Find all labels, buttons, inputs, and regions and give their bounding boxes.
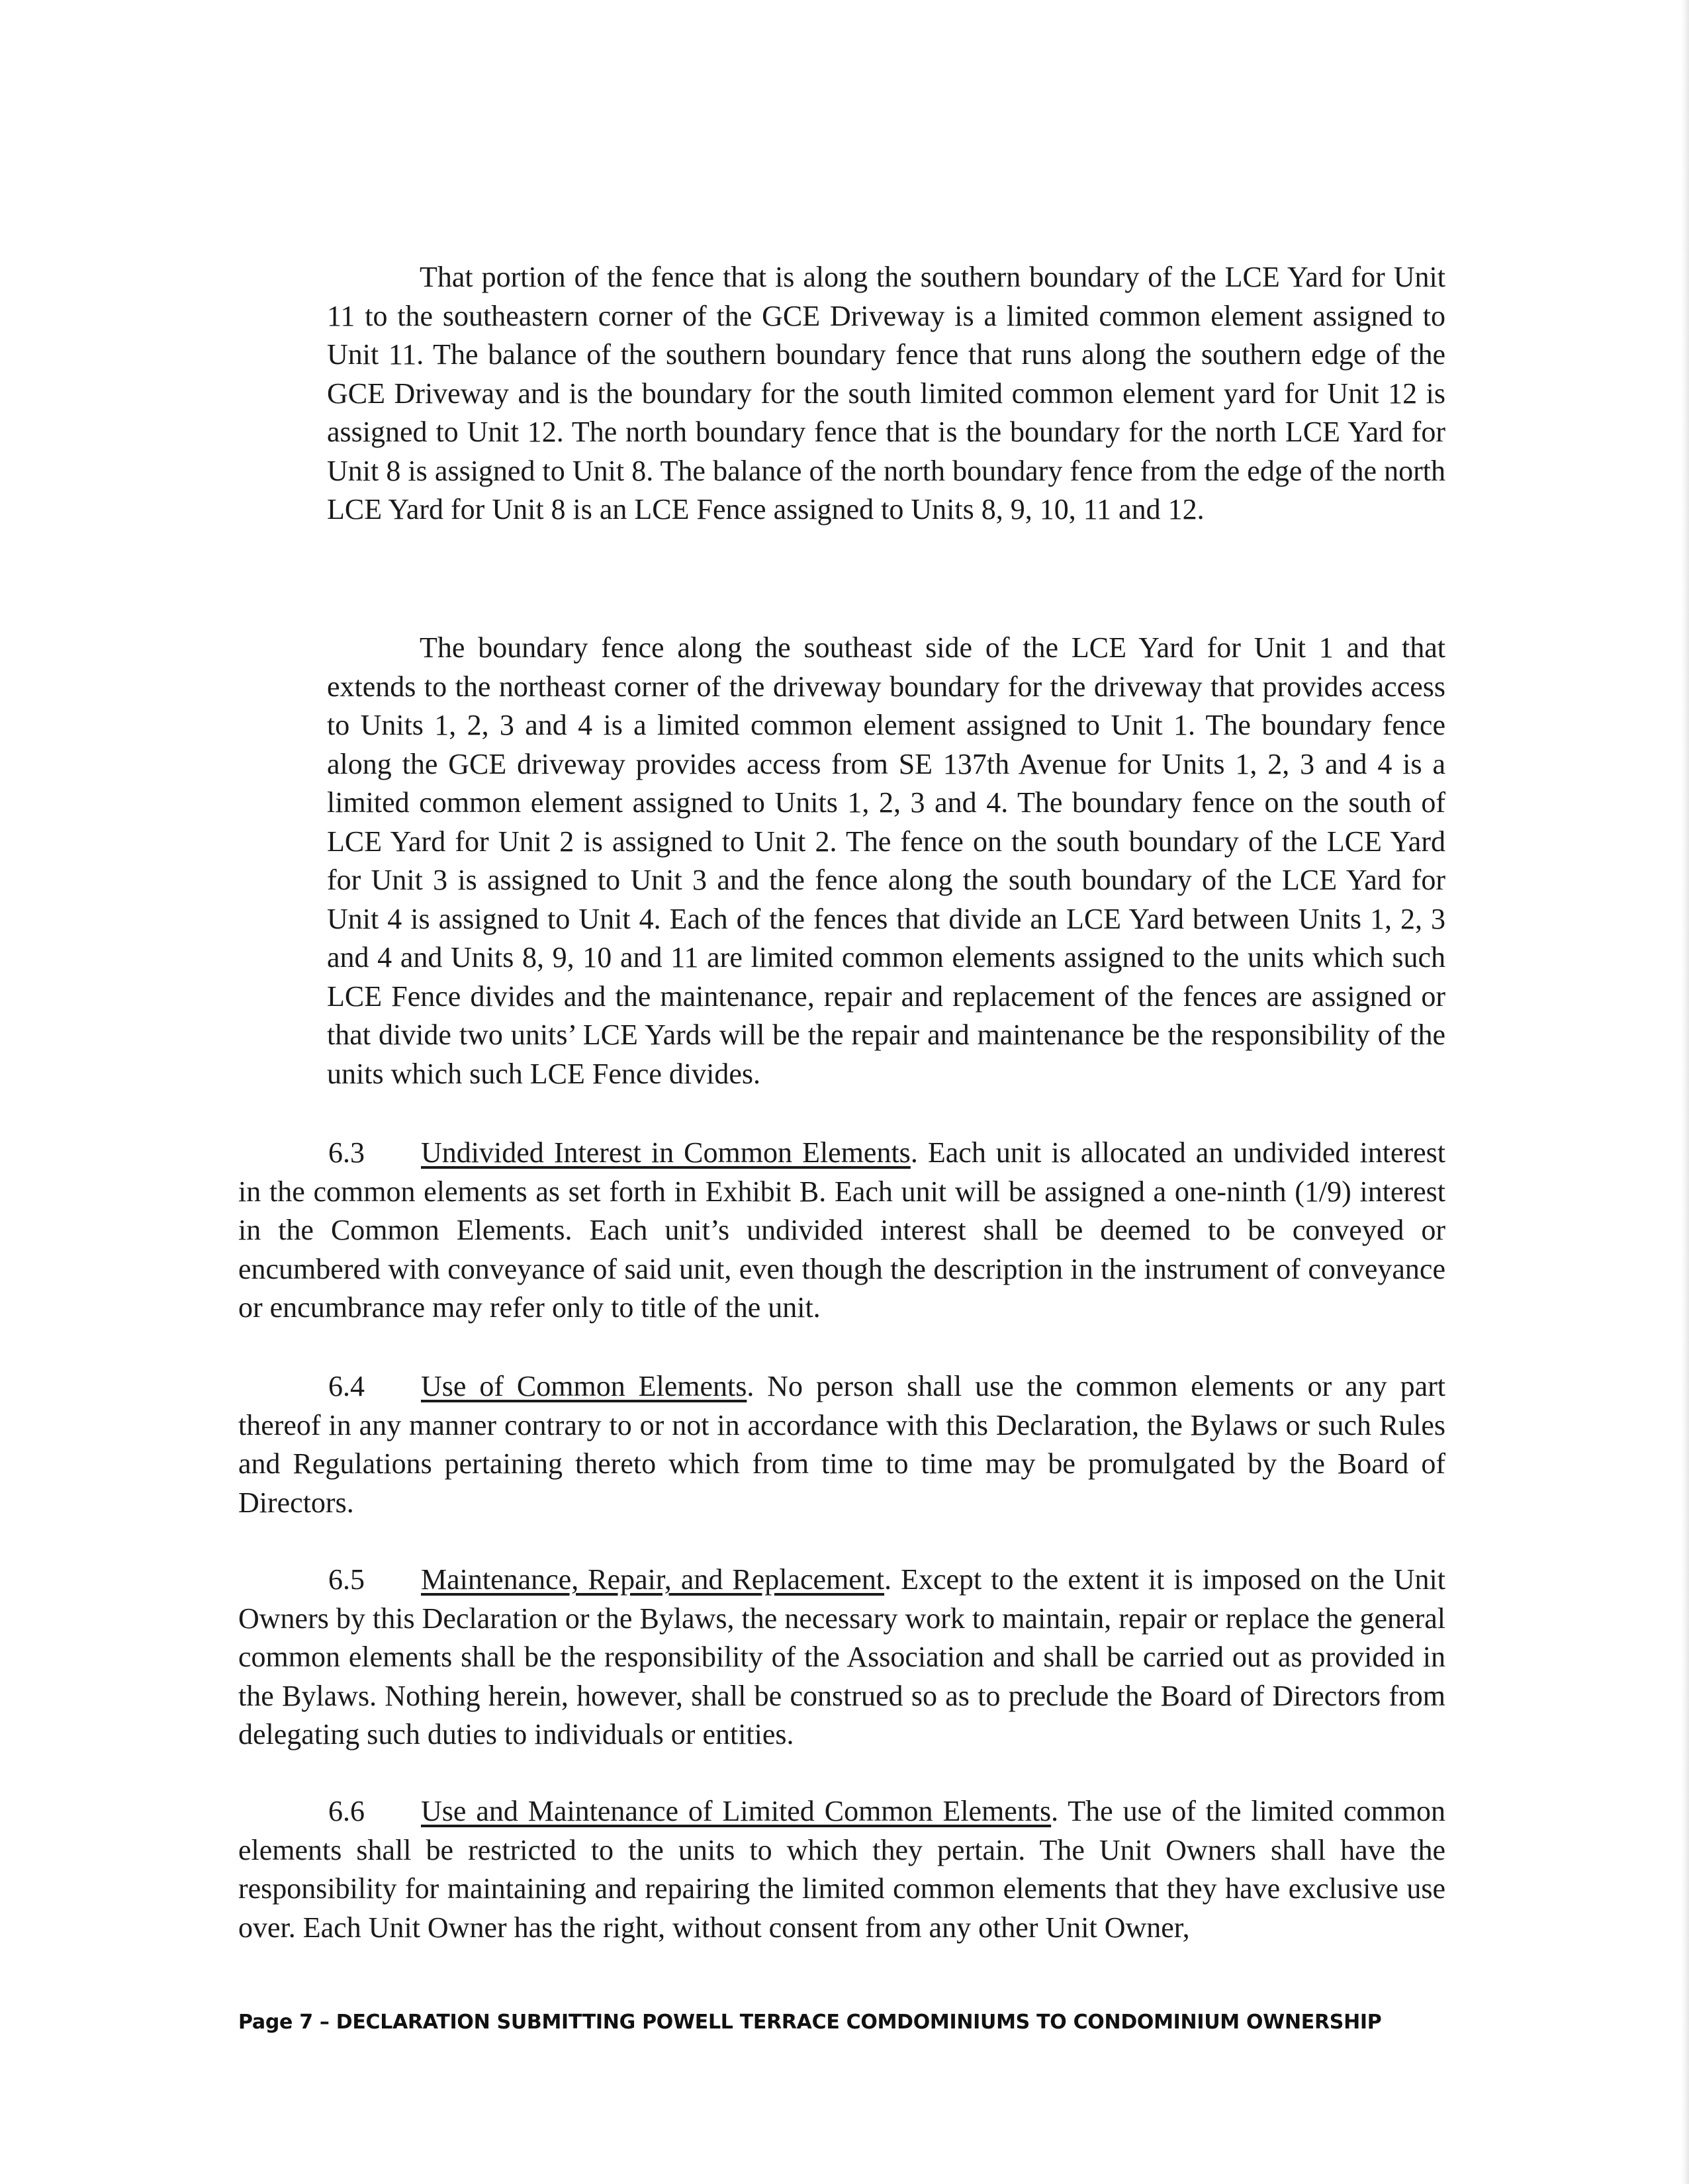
- section-6-3: [238, 1134, 1445, 1328]
- section-title: Undivided Interest in Common Elements: [421, 1136, 911, 1169]
- section-number: 6.5: [328, 1563, 365, 1596]
- section-body: . The use of the limited common elements shall be restricted to the units to which they pertain. The Unit Owners shall have the responsibility for maintaining and repairing the limited common elements that they have exclusive use over. Each Unit Owner has the right, without consent from any other Unit Owner,: [238, 1795, 1445, 1944]
- section-title: Use and Maintenance of Limited Common Elements: [421, 1795, 1052, 1827]
- section-title: Use of Common Elements: [421, 1370, 747, 1402]
- page-edge-shadow: [1681, 0, 1689, 2184]
- section-body: . No person shall use the common elements or any part thereof in any manner contrary to or not in accordance with this Declaration, the Bylaws or such Rules and Regulations pertaining thereto which from time to time may be promulgated by the Board of Directors.: [238, 1370, 1445, 1519]
- section-body: . Each unit is allocated an undivided interest in the common elements as set forth in Exhibit B. Each unit will be assigned a one-ninth (1/9) interest in the Common Elements. Each unit’s undivided interest shall be deemed to be conveyed or encumbered with conveyance of said unit, even though the description in the instrument of conveyance or encumbrance may refer only to title of the unit.: [238, 1136, 1445, 1324]
- section-number: 6.4: [328, 1370, 365, 1402]
- paragraph-fence-assignment-units-8-12: That portion of the fence that is along the southern boundary of the LCE Yard for Unit 11 to the southeastern corner of the GCE Driveway is a limited common element assigned to Unit 11. The balance of the southern boundary fence that runs along the southern edge of the GCE Driveway and is the boundary for the south limited common element yard for Unit 12 is assigned to Unit 12. The north boundary fence that is the boundary for the north LCE Yard for Unit 8 is assigned to Unit 8. The balance of the north boundary fence from the edge of the north LCE Yard for Unit 8 is an LCE Fence assigned to Units 8, 9, 10, 11 and 12.: [327, 261, 1445, 525]
- section-body: . Except to the extent it is imposed on the Unit Owners by this Declaration or the Bylaws, the necessary work to maintain, repair or replace the general common elements shall be the responsibility of the Association and shall be carried out as provided in the Bylaws. Nothing herein, however, shall be construed so as to preclude the Board of Directors from delegating such duties to individuals or entities.: [238, 1563, 1445, 1751]
- section-6-4: [238, 1367, 1445, 1522]
- paragraph-fence-assignment-units-1-4: The boundary fence along the southeast side of the LCE Yard for Unit 1 and that extends to the northeast corner of the driveway boundary for the driveway that provides access to Units 1, 2, 3 and 4 is a limited common element assigned to Unit 1. The boundary fence along the GCE driveway provides access from SE 137th Avenue for Units 1, 2, 3 and 4 is a limited common element assigned to Units 1, 2, 3 and 4. The boundary fence on the south of LCE Yard for Unit 2 is assigned to Unit 2. The fence on the south boundary of the LCE Yard for Unit 3 is assigned to Unit 3 and the fence along the south boundary of the LCE Yard for Unit 4 is assigned to Unit 4. Each of the fences that divide an LCE Yard between Units 1, 2, 3 and 4 and Units 8, 9, 10 and 11 are limited common elements assigned to the units which such LCE Fence divides and the maintenance, repair and replacement of the fences are assigned or that divide two units’ LCE Yards will be the repair and maintenance be the responsibility of the units which such LCE Fence divides.: [327, 631, 1445, 1090]
- section-6-5: [238, 1561, 1445, 1754]
- page-footer: Page 7 – DECLARATION SUBMITTING POWELL TERRACE COMDOMINIUMS TO CONDOMINIUM OWNERSHIP: [238, 2011, 1382, 2034]
- section-6-6: [238, 1792, 1445, 1947]
- section-number: 6.6: [328, 1795, 365, 1827]
- section-number: 6.3: [328, 1136, 365, 1169]
- section-title: Maintenance, Repair, and Replacement: [421, 1563, 885, 1596]
